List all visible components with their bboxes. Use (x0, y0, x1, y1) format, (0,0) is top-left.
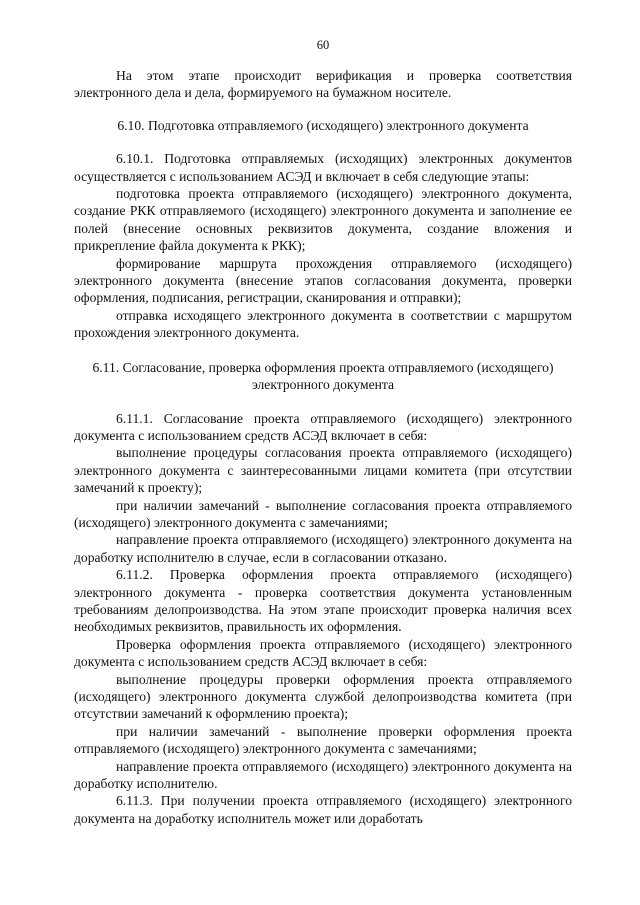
section-heading-6-10: 6.10. Подготовка отправляемого (исходящего) электронного документа (117, 117, 529, 133)
paragraph: 6.11.2. Проверка оформления проекта отправляемого (исходящего) электронного документа - проверка соответствия документа установленным требованиям делопроизводства. На этом этапе происходит проверка наличия всех необходимых реквизитов, правильность их оформления. (74, 567, 572, 635)
paragraph: при наличии замечаний - выполнение проверки оформления проекта отправляемого (исходящего) электронного документа с замечаниями; (74, 723, 572, 757)
paragraph: направление проекта отправляемого (исходящего) электронного документа на доработку исполнителю. (74, 758, 572, 792)
paragraph: направление проекта отправляемого (исходящего) электронного документа на доработку исполнителю в случае, если в согласовании отказано. (74, 532, 572, 565)
paragraph: формирование маршрута прохождения отправляемого (исходящего) электронного документа (внесение этапов согласования документа, проверки оформления, подписания, регистрации, сканирования и отправки); (74, 255, 572, 306)
paragraph: На этом этапе происходит верификация и проверка соответствия электронного дела и дела, формируемого на бумажном носителе. (74, 68, 572, 101)
paragraph: 6.11.3. При получении проекта отправляемого (исходящего) электронного документа на доработку исполнитель может или доработать (74, 793, 572, 826)
paragraph: выполнение процедуры согласования проекта отправляемого (исходящего) электронного документа с заинтересованными лицами комитета (при отсутствии замечаний к проекту); (74, 445, 572, 496)
section-heading-6-11: 6.11. Согласование, проверка оформления проекта отправляемого (исходящего) электронного документа (92, 359, 554, 393)
paragraph: 6.10.1. Подготовка отправляемых (исходящих) электронных документов осуществляется с использованием АСЭД и включает в себя следующие этапы: (74, 151, 572, 184)
paragraph: подготовка проекта отправляемого (исходящего) электронного документа, создание РКК отправляемого (исходящего) электронного документа и заполнение ее полей (внесение основных реквизитов документа, создание вложения и прикрепление файла документа к РКК); (74, 186, 572, 254)
paragraph: при наличии замечаний - выполнение согласования проекта отправляемого (исходящего) электронного документа с замечаниями; (74, 497, 572, 530)
document-page (74, 38, 572, 827)
paragraph: выполнение процедуры проверки оформления проекта отправляемого (исходящего) электронного документа службой делопроизводства комитета (при отсутствии замечаний к оформлению проекта); (74, 671, 572, 722)
page-number: 60 (316, 38, 330, 52)
paragraph: Проверка оформления проекта отправляемого (исходящего) электронного документа с использованием средств АСЭД включает в себя: (74, 636, 572, 670)
paragraph: 6.11.1. Согласование проекта отправляемого (исходящего) электронного документа с использованием средств АСЭД включает в себя: (74, 410, 572, 443)
paragraph: отправка исходящего электронного документа в соответствии с маршрутом прохождения электронного документа. (74, 307, 572, 341)
